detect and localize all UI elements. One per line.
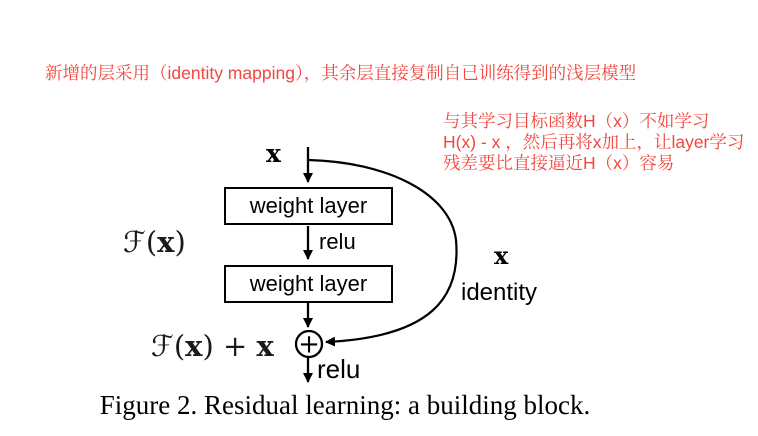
residual-function-label (123, 225, 186, 259)
skip-x-label: x (494, 241, 509, 270)
relu-label-bottom: relu (317, 354, 361, 384)
math-x: x (185, 329, 203, 363)
math-x: x (157, 225, 175, 259)
side-note-line-1: 与其学习目标函数H（x）不如学习 (443, 111, 710, 131)
script-f-symbol: ℱ (123, 225, 146, 259)
weight-layer-box-top (224, 187, 393, 225)
weight-layer-label: weight layer (249, 193, 368, 218)
figure-caption: Figure 2. Residual learning: a building block. (99, 390, 591, 420)
paren-close: ) (174, 225, 186, 259)
paren-open: ( (145, 225, 158, 259)
identity-label: identity (461, 279, 538, 306)
input-x-label: x (266, 139, 281, 168)
math-x: x (256, 329, 274, 363)
weight-layer-label: weight layer (249, 271, 368, 296)
side-note-line-3: 残差要比直接逼近H（x）容易 (443, 153, 675, 173)
paren-open: ( (173, 329, 186, 363)
plus-operator: + (213, 329, 257, 363)
weight-layer-box-bottom (224, 265, 393, 303)
residual-sum-label (151, 329, 274, 363)
side-note-line-2: H(x) - x ，然后再将x加上，让layer学习 (443, 132, 745, 152)
annotation-top-note: 新增的层采用（identity mapping），其余层直接复制自已训练得到的浅层模型 (45, 63, 637, 83)
script-f-symbol: ℱ (151, 329, 174, 363)
paren-close: ) (202, 329, 214, 363)
plus-icon: + (298, 329, 320, 360)
relu-label-mid: relu (319, 229, 356, 254)
